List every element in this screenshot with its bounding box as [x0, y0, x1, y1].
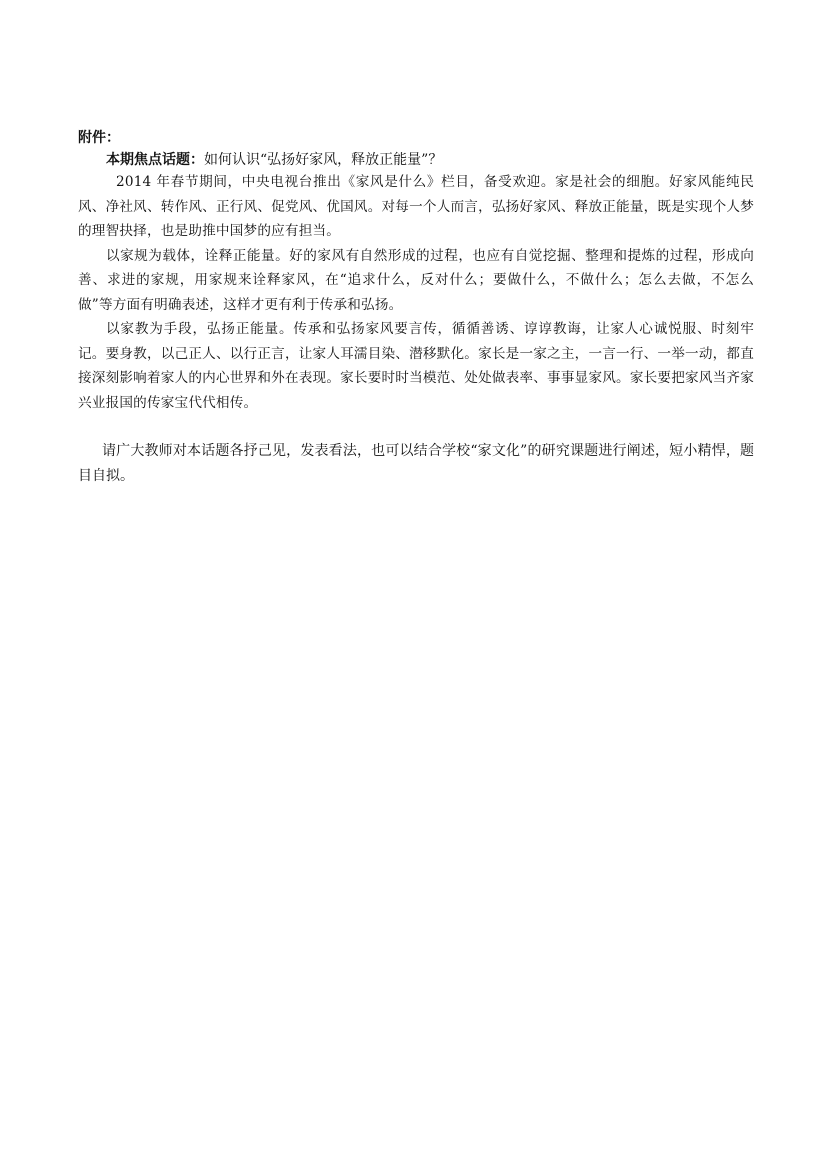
- invitation-paragraph: 请广大教师对本话题各抒己见，发表看法，也可以结合学校“家文化”的研究课题进行阐述，短小精悍，题目自拟。: [78, 443, 754, 484]
- attachment-heading: 附件：: [78, 130, 120, 146]
- paragraph-family-rules: 以家规为载体，诠释正能量。好的家风有自然形成的过程，也应有自觉挖掘、整理和提炼的过程，形成向善、求进的家规，用家规来诠释家风，在“追求什么，反对什么；要做什么，不做什么；怎么去做，不怎么做”等方面有明确表述，这样才更有利于传承和弘扬。: [78, 247, 754, 313]
- focus-topic-label: 本期焦点话题：: [106, 152, 204, 168]
- focus-topic: [78, 150, 754, 170]
- paragraph-intro: 2014 年春节期间，中央电视台推出《家风是什么》栏目，备受欢迎。家是社会的细胞。好家风能纯民风、净社风、转作风、正行风、促党风、优国风。对每一个人而言，弘扬好家风、释放正能量，既是实现个人梦的理智抉择，也是助推中国梦的应有担当。: [78, 174, 754, 239]
- focus-topic-text: 如何认识“弘扬好家风，释放正能量”？: [204, 152, 443, 168]
- paragraph-family-education: 以家教为手段，弘扬正能量。传承和弘扬家风要言传，循循善诱、谆谆教诲，让家人心诚悦服、时刻牢记。要身教，以己正人、以行正言，让家人耳濡目染、潜移默化。家长是一家之主，一言一行、一举一动，都直接深刻影响着家人的内心世界和外在表现。家长要时时当模范、处处做表率、事事显家风。家长要把家风当齐家兴业报国的传家宝代代相传。: [78, 321, 754, 411]
- document-page: [78, 128, 754, 489]
